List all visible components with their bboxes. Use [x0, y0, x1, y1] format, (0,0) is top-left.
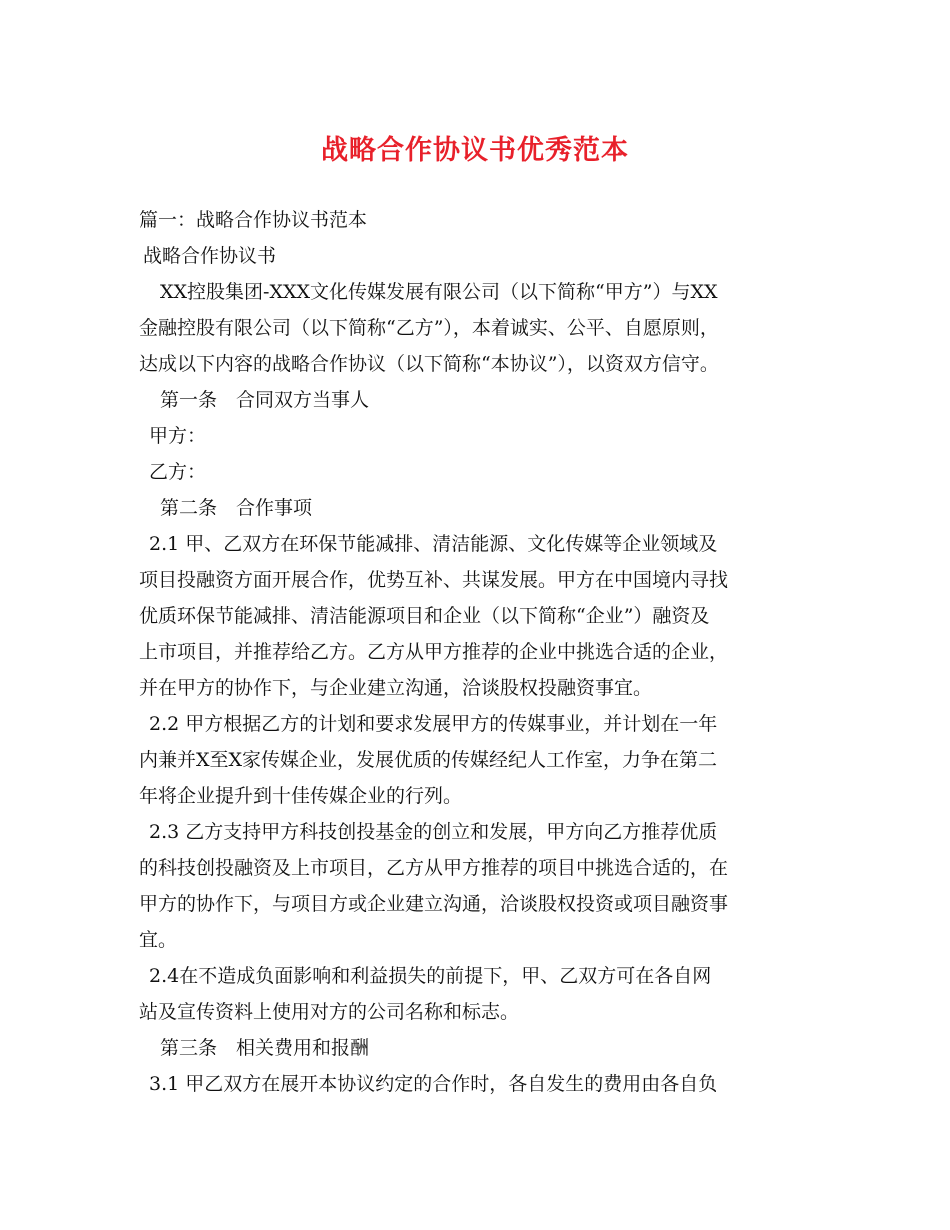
clause-line: 3.1 甲乙双方在展开本协议约定的合作时，各自发生的费用由各自负: [149, 1073, 718, 1095]
paragraph-line: 站及宣传资料上使用对方的公司名称和标志。: [139, 1001, 520, 1023]
paragraph-line: 优质环保节能减排、清洁能源项目和企业（以下简称“企业”）融资及: [139, 605, 710, 627]
paragraph-line: 宜。: [139, 929, 178, 951]
article-heading: 第二条 合作事项: [160, 497, 313, 519]
party-a-label: 甲方：: [149, 425, 207, 447]
party-b-label: 乙方：: [149, 461, 207, 483]
clause-line: 2.1 甲、乙双方在环保节能减排、清洁能源、文化传媒等企业领域及: [149, 533, 718, 555]
paragraph-line: 项目投融资方面开展合作，优势互补、共谋发展。甲方在中国境内寻找: [139, 569, 729, 591]
article-heading: 第一条 合同双方当事人: [160, 389, 370, 411]
paragraph-line: 内兼并X至X家传媒企业，发展优质的传媒经纪人工作室，力争在第二: [139, 749, 718, 771]
document-title: 战略合作协议书优秀范本: [321, 135, 629, 166]
paragraph-line: 上市项目，并推荐给乙方。乙方从甲方推荐的企业中挑选合适的企业，: [139, 641, 729, 663]
section-heading: 篇一：战略合作协议书范本: [139, 209, 368, 231]
paragraph-line: 并在甲方的协作下，与企业建立沟通，洽谈股权投融资事宜。: [139, 677, 653, 699]
clause-line: 2.2 甲方根据乙方的计划和要求发展甲方的传媒事业，并计划在一年: [149, 713, 718, 735]
paragraph-line: 年将企业提升到十佳传媒企业的行列。: [139, 785, 463, 807]
clause-line: 2.3 乙方支持甲方科技创投基金的创立和发展，甲方向乙方推荐优质: [149, 821, 718, 843]
article-heading: 第三条 相关费用和报酬: [160, 1037, 370, 1059]
paragraph-line: XX控股集团-XXX文化传媒发展有限公司（以下简称“甲方”）与XX: [160, 281, 718, 303]
paragraph-line: 的科技创投融资及上市项目，乙方从甲方推荐的项目中挑选合适的，在: [139, 857, 729, 879]
paragraph-line: 甲方的协作下，与项目方或企业建立沟通，洽谈股权投资或项目融资事: [139, 893, 729, 915]
document-body: [139, 202, 829, 1102]
paragraph-line: 达成以下内容的战略合作协议（以下简称“本协议”），以资双方信守。: [139, 353, 719, 375]
agreement-title: 战略合作协议书: [143, 245, 277, 267]
clause-line: 2.4在不造成负面影响和利益损失的前提下，甲、乙双方可在各自网: [149, 965, 712, 987]
paragraph-line: 金融控股有限公司（以下简称“乙方”），本着诚实、公平、自愿原则，: [139, 317, 719, 339]
